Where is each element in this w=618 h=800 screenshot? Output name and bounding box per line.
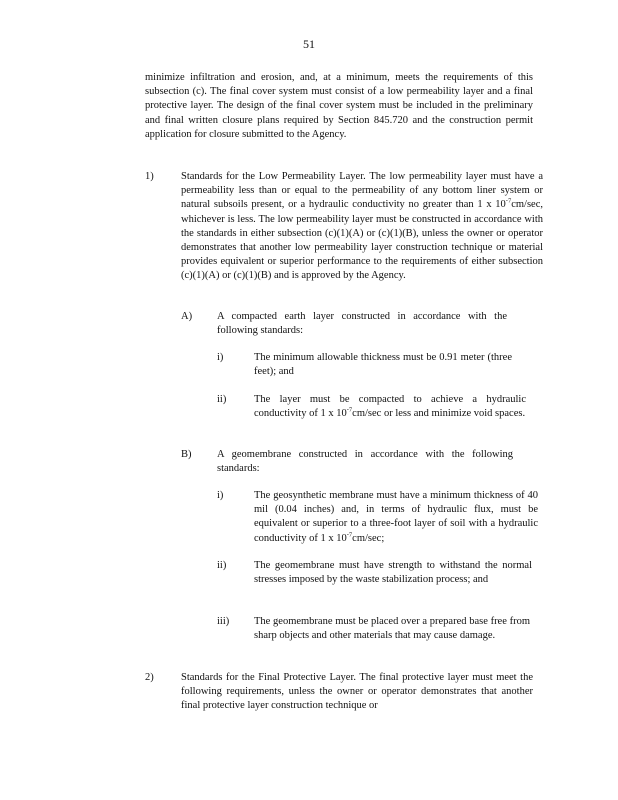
item-1Biii-label: iii) (217, 616, 230, 627)
item-1B-label: B) (181, 449, 192, 460)
item-1Ai-text: The minimum allowable thickness must be 0.91 meter (three feet); and (254, 352, 512, 378)
item-1Aii-text-b: cm/sec or less and minimize void spaces. (352, 408, 526, 420)
item-1Bii-text: The geomembrane must have strength to withstand the normal stresses imposed by the waste stabilization process; and (254, 560, 532, 586)
item-1Aii-label: ii) (217, 394, 227, 405)
item-1-text-a: Standards for the Low Permeability Layer. The low permeability layer must have a permeability less than or equal to the permeability of any bottom liner system or natural subsoils present, or a hydraulic conductivity no greater than 1 x 10 (181, 171, 543, 211)
item-1B-text: A geomembrane constructed in accordance with the following standards: (217, 449, 513, 475)
item-1Bi-text (254, 489, 538, 546)
item-1Aii-exponent: -7 (346, 406, 353, 414)
page-number: 51 (303, 37, 315, 51)
item-1Aii-text (254, 393, 526, 421)
item-1Bi-exponent: -7 (346, 531, 353, 539)
item-1-text-b: cm/sec, whichever is less. The low permeability layer must be constructed in accordance with the standards in either subsection (c)(1)(A) or (c)(1)(B), unless the owner or operator demonstrates that another low permeability layer construction technique or material provides equivalent or superior performance to the requirements of either subsection (c)(1)(A) or (c)(1)(B) and is approved by the Agency. (181, 199, 543, 282)
item-2-text: Standards for the Final Protective Layer. The final protective layer must meet the following requirements, unless the owner or operator demonstrates that another final protective layer construction technique or (181, 672, 533, 712)
item-1Biii-text: The geomembrane must be placed over a prepared base free from sharp objects and other materials that may cause damage. (254, 616, 530, 642)
item-1-text (181, 170, 543, 284)
item-1Aii-text-a: The layer must be compacted to achieve a hydraulic conductivity of 1 x 10 (254, 394, 526, 420)
item-1A-label: A) (181, 311, 193, 322)
intro-paragraph: minimize infiltration and erosion, and, at a minimum, meets the requirements of this subsection (c). The final cover system must consist of a low permeability layer and a final protective layer. The design of the final cover system must be included in the preliminary and final written closure plans required by Section 845.720 and the construction permit application for closure submitted to the Agency. (145, 72, 533, 140)
item-1Bii-label: ii) (217, 560, 227, 571)
item-1-label: 1) (145, 171, 154, 182)
item-1Bi-label: i) (217, 490, 224, 501)
item-1Bi-text-a: The geosynthetic membrane must have a minimum thickness of 40 mil (0.04 inches) and, in terms of hydraulic flux, must be equivalent or superior to a three-foot layer of soil with a hydraulic conductivity of 1 x 10 (254, 490, 538, 544)
item-2-label: 2) (145, 672, 154, 683)
item-1-exponent: -7 (505, 197, 512, 205)
item-1Ai-label: i) (217, 352, 224, 363)
item-1Bi-text-b: cm/sec; (352, 532, 385, 544)
item-1A-text: A compacted earth layer constructed in accordance with the following standards: (217, 311, 507, 337)
